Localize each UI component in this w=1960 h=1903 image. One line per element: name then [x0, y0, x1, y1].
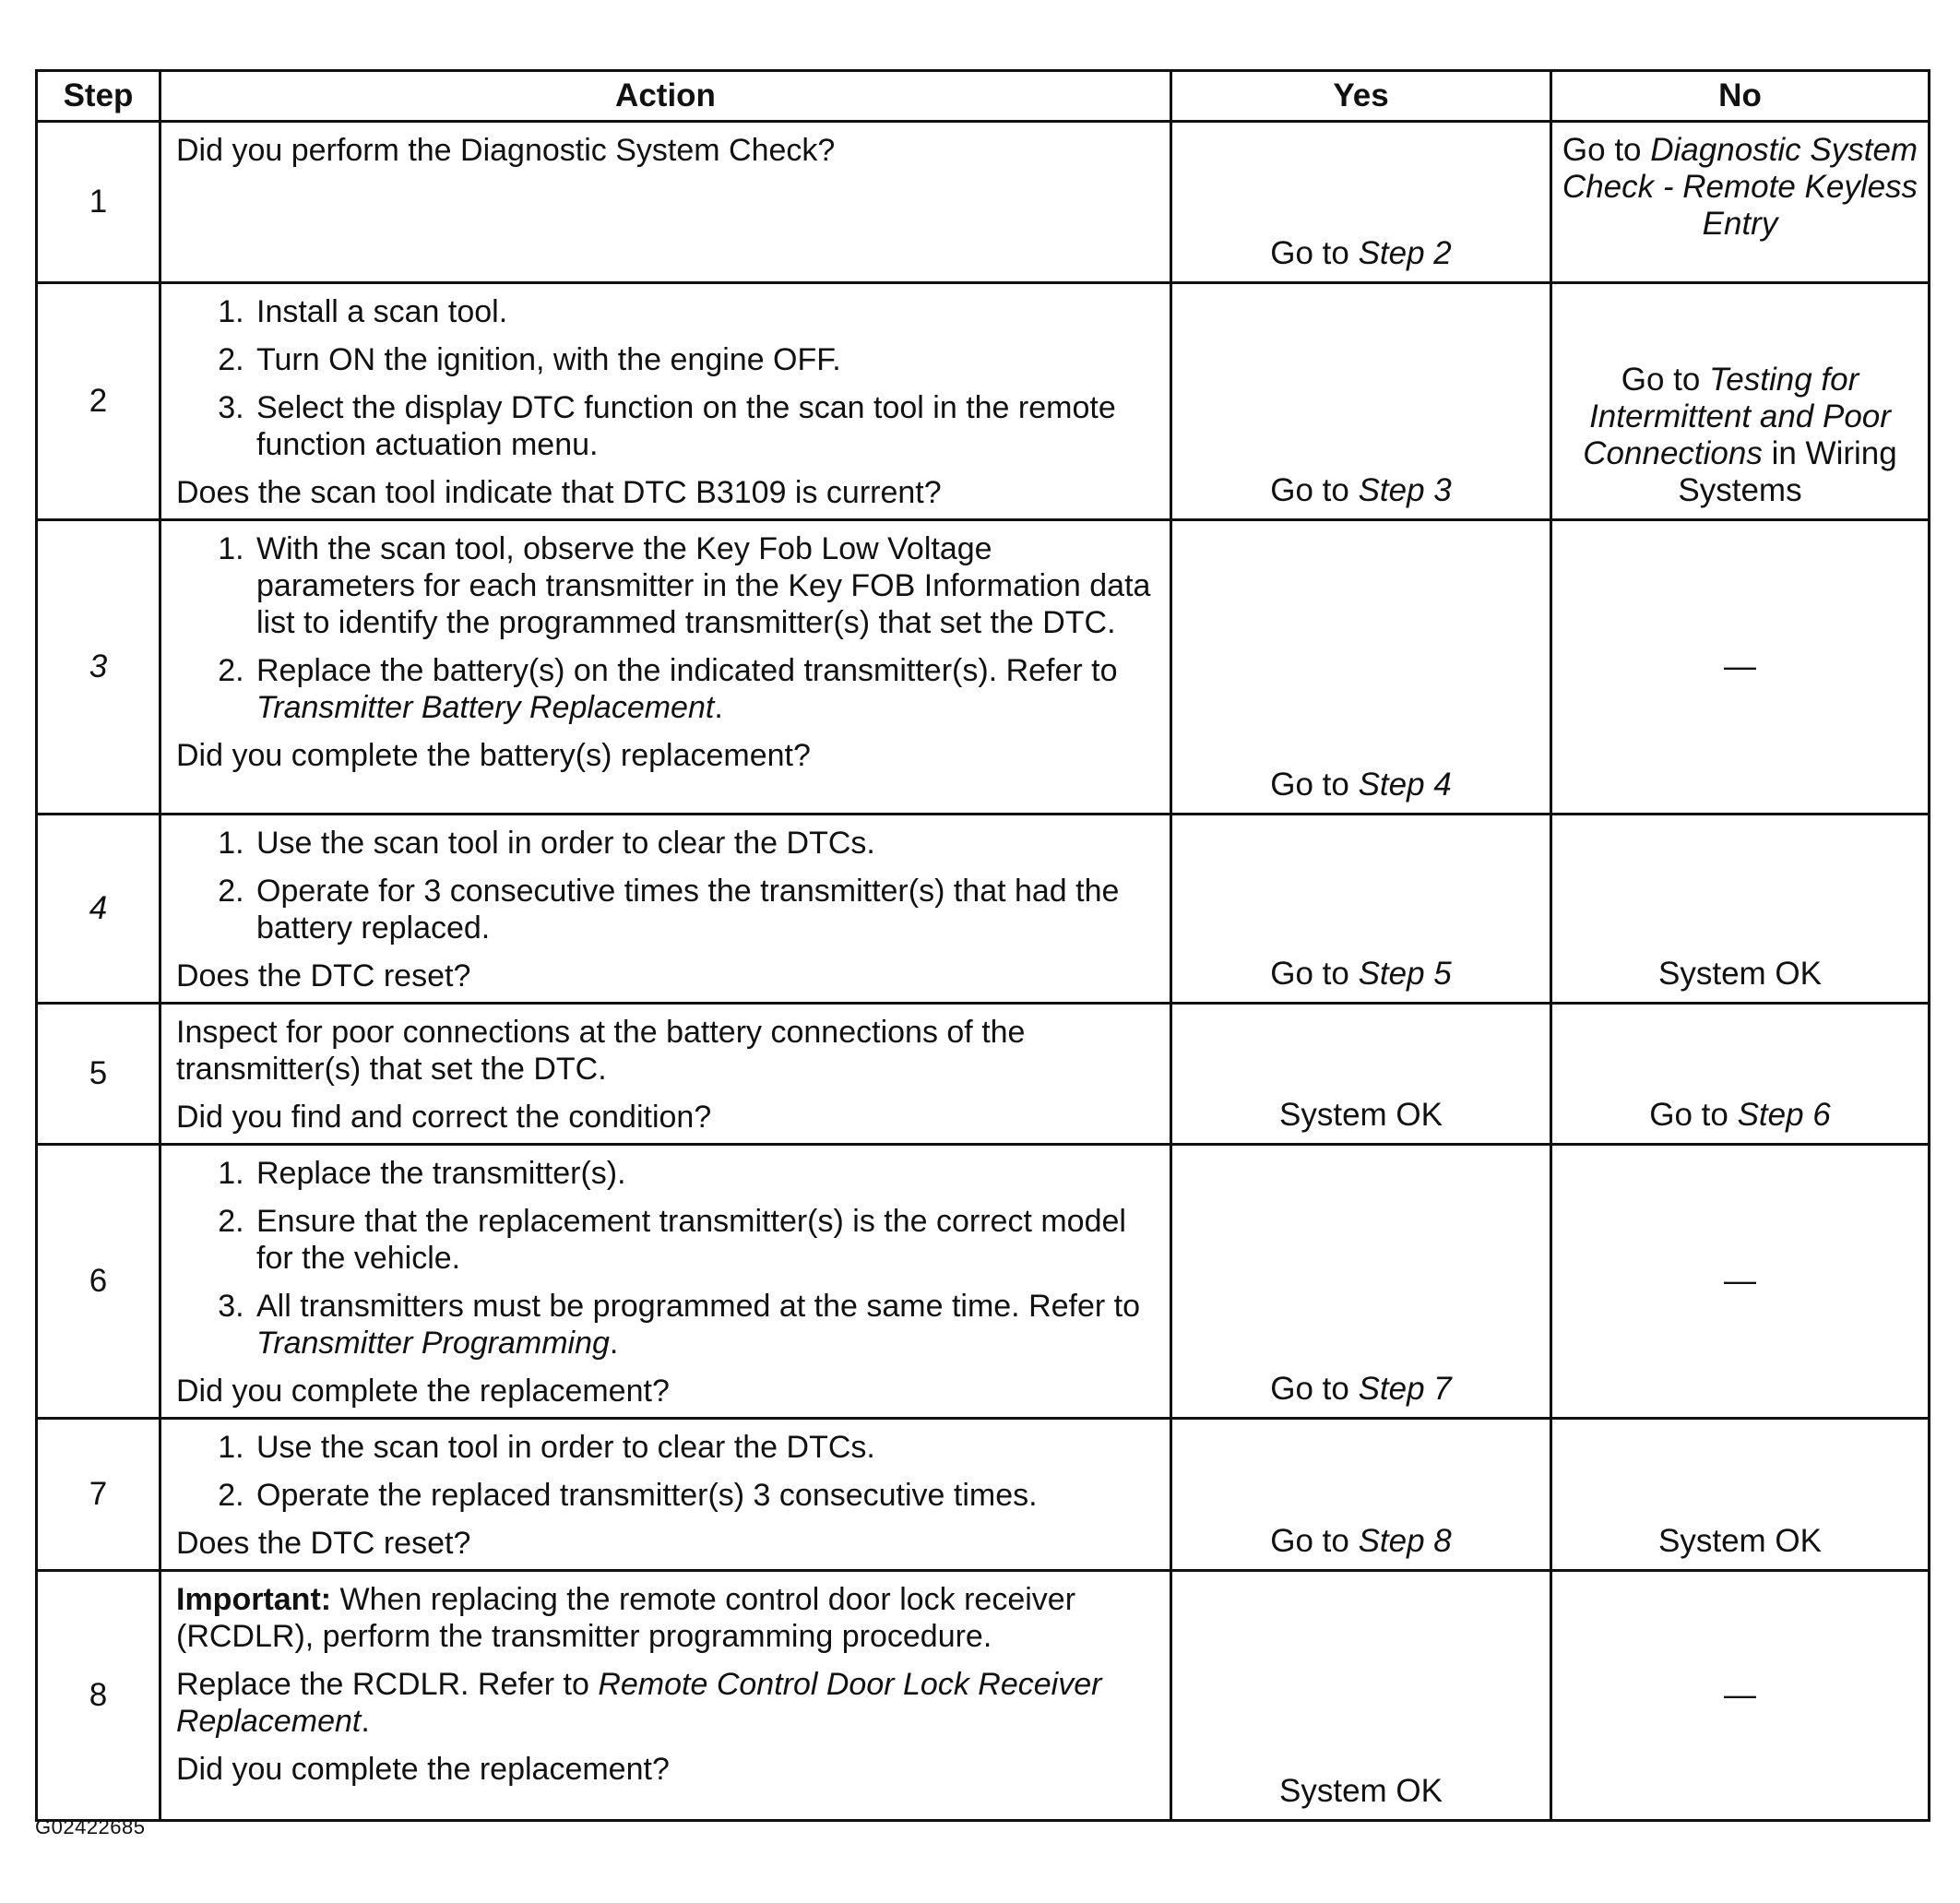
dash-placeholder: —	[1724, 648, 1756, 684]
action-list	[176, 825, 1158, 946]
action-cell	[160, 1004, 1171, 1145]
result-text: System OK	[1279, 1773, 1443, 1809]
list-item: 1. Use the scan tool in order to clear the DTCs.	[253, 1429, 1158, 1466]
list-item: 3. All transmitters must be programmed at the same time. Refer to Transmitter Programming.	[253, 1288, 1158, 1362]
table-row	[37, 520, 1930, 815]
no-cell	[1551, 520, 1930, 815]
table-row	[37, 122, 1930, 283]
step-link[interactable]: Step 6	[1737, 1097, 1831, 1133]
header-no: No	[1551, 71, 1930, 122]
step-link[interactable]: Step 7	[1358, 1371, 1452, 1407]
list-item: 2. Replace the battery(s) on the indicated transmitter(s). Refer to Transmitter Battery Replacement.	[253, 652, 1158, 726]
go-to-label: Go to	[1270, 767, 1349, 803]
header-yes: Yes	[1171, 71, 1551, 122]
yes-cell	[1171, 122, 1551, 283]
go-to-label: Go to	[1649, 1097, 1728, 1133]
item-text: Replace the battery(s) on the indicated transmitter(s). Refer to	[256, 653, 1118, 688]
action-cell	[160, 1419, 1171, 1571]
step-link[interactable]: Step 5	[1358, 956, 1452, 992]
action-question: Did you complete the replacement?	[176, 1752, 670, 1787]
table-row	[37, 1145, 1930, 1419]
list-item: 1. With the scan tool, observe the Key Fob Low Voltage parameters for each transmitter in the Key FOB Information data list to identify the programmed transmitter(s) that set the DTC.	[253, 530, 1158, 641]
no-cell	[1551, 122, 1930, 283]
table-row	[37, 1004, 1930, 1145]
go-to-label: Go to	[1270, 1523, 1349, 1559]
item-text: All transmitters must be programmed at the same time. Refer to	[256, 1289, 1141, 1324]
go-to-label: Go to	[1562, 132, 1642, 168]
action-question: Does the DTC reset?	[176, 1526, 471, 1561]
procedure-link[interactable]: Diagnostic System Check - Remote Keyless Entry	[1562, 132, 1918, 242]
action-question: Did you complete the battery(s) replacement?	[176, 738, 811, 773]
table-row	[37, 1419, 1930, 1571]
step-link[interactable]: Step 4	[1358, 767, 1452, 803]
action-cell	[160, 1571, 1171, 1821]
yes-cell	[1171, 1004, 1551, 1145]
result-text: System OK	[1658, 1523, 1822, 1559]
procedure-link[interactable]: Transmitter Programming	[256, 1326, 610, 1361]
procedure-link[interactable]: Testing for Intermittent and Poor Connections	[1583, 362, 1891, 471]
list-item: 2. Ensure that the replacement transmitter(s) is the correct model for the vehicle.	[253, 1203, 1158, 1277]
no-cell	[1551, 1145, 1930, 1419]
figure-id: G02422685	[35, 1815, 146, 1838]
table-row	[37, 283, 1930, 520]
action-cell	[160, 122, 1171, 283]
action-text: Replace the RCDLR. Refer to Remote Control Door Lock Receiver Replacement.	[176, 1667, 1102, 1739]
step-number: 2	[37, 283, 160, 520]
go-to-label: Go to	[1270, 1371, 1349, 1407]
yes-cell	[1171, 1419, 1551, 1571]
no-cell	[1551, 815, 1930, 1004]
step-link[interactable]: Step 8	[1358, 1523, 1452, 1559]
action-list	[176, 293, 1158, 463]
important-label: Important:	[176, 1582, 332, 1617]
header-step: Step	[37, 71, 160, 122]
dash-placeholder: —	[1724, 1677, 1756, 1713]
action-cell	[160, 520, 1171, 815]
step-number: 7	[37, 1419, 160, 1571]
list-item: 3. Select the display DTC function on the scan tool in the remote function actuation menu.	[253, 389, 1158, 463]
go-to-label: Go to	[1270, 956, 1349, 992]
action-list	[176, 1429, 1158, 1514]
dash-placeholder: —	[1724, 1263, 1756, 1299]
yes-cell	[1171, 1145, 1551, 1419]
go-to-label: Go to	[1621, 362, 1701, 398]
yes-cell	[1171, 283, 1551, 520]
action-question: Did you complete the replacement?	[176, 1374, 670, 1409]
action-cell	[160, 815, 1171, 1004]
action-cell	[160, 283, 1171, 520]
step-number: 1	[37, 122, 160, 283]
table-row	[37, 815, 1930, 1004]
yes-cell	[1171, 1571, 1551, 1821]
header-action: Action	[160, 71, 1171, 122]
action-question: Did you find and correct the condition?	[176, 1100, 712, 1135]
action-list	[176, 1155, 1158, 1362]
step-number: 4	[37, 815, 160, 1004]
list-item: 2. Operate the replaced transmitter(s) 3 consecutive times.	[253, 1477, 1158, 1514]
header-row	[37, 71, 1930, 122]
procedure-suffix: in Wiring Systems	[1678, 435, 1897, 508]
list-item: 2. Operate for 3 consecutive times the transmitter(s) that had the battery replaced.	[253, 873, 1158, 946]
list-item: 1. Use the scan tool in order to clear the DTCs.	[253, 825, 1158, 862]
step-number: 3	[37, 520, 160, 815]
go-to-label: Go to	[1270, 472, 1349, 508]
no-cell	[1551, 283, 1930, 520]
step-number: 6	[37, 1145, 160, 1419]
step-number: 8	[37, 1571, 160, 1821]
step-link[interactable]: Step 3	[1358, 472, 1452, 508]
no-cell	[1551, 1419, 1930, 1571]
action-question: Did you perform the Diagnostic System Check?	[176, 133, 836, 168]
step-number: 5	[37, 1004, 160, 1145]
result-text: System OK	[1279, 1097, 1443, 1133]
step-link[interactable]: Step 2	[1358, 235, 1452, 271]
action-cell	[160, 1145, 1171, 1419]
diagnostic-table	[35, 69, 1930, 1822]
result-text: System OK	[1658, 956, 1822, 992]
important-note	[176, 1581, 1158, 1655]
list-item: 1. Install a scan tool.	[253, 293, 1158, 330]
no-cell	[1551, 1571, 1930, 1821]
table-row	[37, 1571, 1930, 1821]
list-item: 1. Replace the transmitter(s).	[253, 1155, 1158, 1192]
action-text: Inspect for poor connections at the battery connections of the transmitter(s) that set the DTC.	[176, 1015, 1026, 1087]
procedure-link[interactable]: Remote Control Door Lock Receiver Replacement	[176, 1667, 1102, 1739]
action-question: Does the DTC reset?	[176, 958, 471, 993]
no-cell	[1551, 1004, 1930, 1145]
yes-cell	[1171, 520, 1551, 815]
replace-text: Replace the RCDLR. Refer to	[176, 1667, 589, 1702]
procedure-link[interactable]: Transmitter Battery Replacement	[256, 690, 715, 725]
action-question: Does the scan tool indicate that DTC B3109 is current?	[176, 475, 942, 510]
important-text: When replacing the remote control door lock receiver (RCDLR), perform the transmitter programming procedure.	[176, 1582, 1076, 1654]
go-to-label: Go to	[1270, 235, 1349, 271]
list-item: 2. Turn ON the ignition, with the engine OFF.	[253, 341, 1158, 378]
yes-cell	[1171, 815, 1551, 1004]
action-list	[176, 530, 1158, 726]
